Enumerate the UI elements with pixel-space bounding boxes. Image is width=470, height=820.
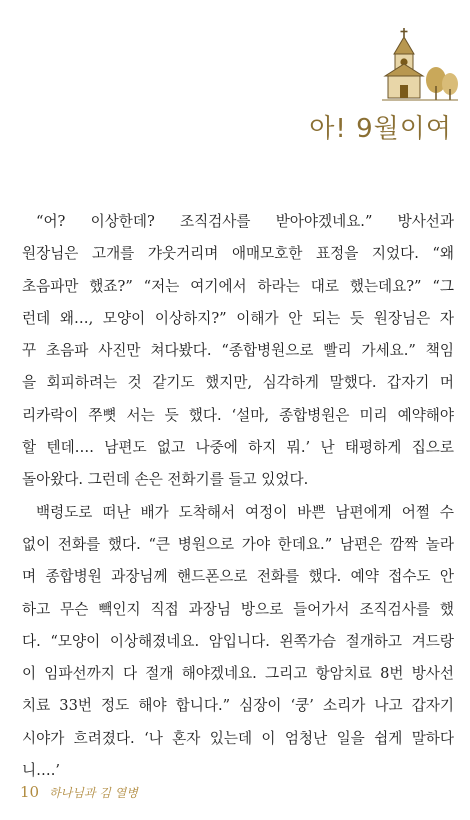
text-line: 을 회피하려는 것 같기도 했지만, 심각하게 말했다. 갑자기 머	[22, 374, 454, 392]
page-footer	[20, 780, 138, 804]
text-line: 할 텐데…. 남편도 없고 나중에 하지 뭐.’ 난 태평하게 집으로	[22, 439, 454, 457]
running-book-title: 하나님과 김 열병	[49, 785, 138, 800]
text-line: 런데 왜…, 모양이 이상하지?” 이해가 안 되는 듯 원장님은 자	[22, 309, 454, 327]
chapter-title: 아! 9월이여	[309, 114, 452, 144]
text-line: “어? 이상한데? 조직검사를 받아야겠네요.” 방사선과	[36, 213, 454, 230]
text-line: 니….’	[22, 762, 60, 780]
text-line: 하고 무슨 빽인지 직접 과장님 방으로 들어가서 조직검사를 했	[22, 600, 454, 618]
text-line: 며 종합병원 과장님께 핸드폰으로 전화를 했다. 예약 접수도 안	[22, 568, 454, 586]
text-line: 원장님은 고개를 갸웃거리며 애매모호한 표정을 지었다. “왜	[22, 245, 454, 263]
text-line: 돌아왔다. 그런데 손은 전화기를 들고 있었다.	[22, 471, 309, 489]
text-line: 시야가 흐려졌다. ‘나 혼자 있는데 이 엄청난 일을 쉽게 말하다	[22, 729, 454, 747]
text-line: 백령도로 떠난 배가 도착해서 여정이 바쁜 남편에게 어쩔 수	[36, 503, 454, 521]
chapel-with-trees-icon	[380, 28, 460, 106]
text-line: 꾸 초음파 사진만 쳐다봤다. “종합병원으로 빨리 가세요.” 책임	[22, 342, 454, 360]
text-line: 리카락이 쭈뼛 서는 듯 했다. ‘설마, 종합병원은 미리 예약해야	[22, 406, 454, 424]
text-line: 다. “모양이 이상해졌네요. 암입니다. 왼쪽가슴 절개하고 겨드랑	[22, 632, 454, 650]
text-line: 없이 전화를 했다. “큰 병원으로 가야 한데요.” 남편은 깜짝 놀라	[22, 535, 454, 553]
body-text	[22, 206, 454, 787]
text-line: 치료 33번 정도 해야 합니다.” 심장이 ‘쿵’ 소리가 나고 갑자기	[22, 697, 454, 715]
page-number: 10	[20, 783, 40, 801]
text-line: 이 임파선까지 다 절개 해야겠네요. 그리고 항암치료 8번 방사선	[22, 665, 454, 683]
text-line: 초음파만 했죠?” “저는 여기에서 하라는 대로 했는데요?” “그	[22, 277, 454, 295]
